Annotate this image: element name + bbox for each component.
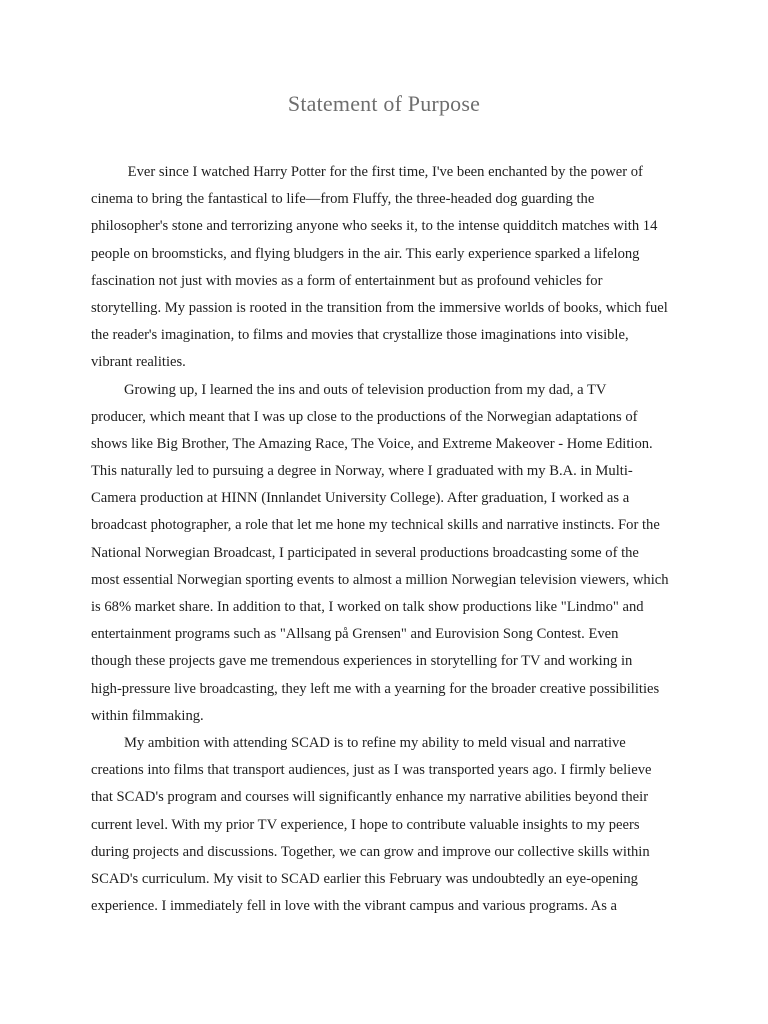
paragraph-line: cinema to bring the fantastical to life—from Fluffy, the three-headed dog guarding the — [91, 191, 595, 208]
paragraph-line: SCAD's curriculum. My visit to SCAD earlier this February was undoubtedly an eye-opening — [91, 870, 638, 887]
paragraph-line: Ever since I watched Harry Potter for the first time, I've been enchanted by the power of — [124, 164, 643, 180]
paragraph-line: most essential Norwegian sporting events to almost a million Norwegian television viewers, which — [91, 571, 669, 588]
paragraph-line: philosopher's stone and terrorizing anyone who seeks it, to the intense quidditch matches with 14 — [91, 218, 658, 235]
paragraph-line: fascination not just with movies as a form of entertainment but as profound vehicles for — [91, 272, 603, 289]
paragraph-line: broadcast photographer, a role that let me hone my technical skills and narrative instincts. For the — [91, 517, 660, 534]
paragraph-line: current level. With my prior TV experience, I hope to contribute valuable insights to my peers — [91, 816, 640, 833]
paragraph-line: that SCAD's program and courses will significantly enhance my narrative abilities beyond their — [91, 789, 649, 806]
paragraph-line: people on broomsticks, and flying bludgers in the air. This early experience sparked a lifelong — [91, 245, 640, 262]
paragraph-line: vibrant realities. — [91, 354, 186, 371]
document-body — [91, 159, 681, 920]
paragraph-line: high-pressure live broadcasting, they left me with a yearning for the broader creative possibilities — [91, 680, 660, 697]
paragraph-line: producer, which meant that I was up close to the productions of the Norwegian adaptations of — [91, 408, 638, 425]
paragraph-line: storytelling. My passion is rooted in the transition from the immersive worlds of books, which fuel — [91, 299, 668, 316]
paragraph-line: shows like Big Brother, The Amazing Race, The Voice, and Extreme Makeover - Home Edition. — [91, 435, 653, 452]
paragraph-line: though these projects gave me tremendous experiences in storytelling for TV and working in — [91, 653, 633, 670]
paragraph-line: is 68% market share. In addition to that, I worked on talk show productions like "Lindmo" and — [91, 599, 644, 615]
paragraph-line: Growing up, I learned the ins and outs of television production from my dad, a TV — [124, 381, 607, 398]
paragraph-line: National Norwegian Broadcast, I participated in several productions broadcasting some of the — [91, 544, 639, 561]
paragraph-line: within filmmaking. — [91, 707, 204, 724]
paragraph-line: during projects and discussions. Together, we can grow and improve our collective skills within — [91, 843, 650, 860]
paragraph-line: My ambition with attending SCAD is to refine my ability to meld visual and narrative — [124, 734, 626, 751]
paragraph-line: the reader's imagination, to films and movies that crystallize those imaginations into visible, — [91, 327, 629, 344]
paragraph-line: creations into films that transport audiences, just as I was transported years ago. I firmly believe — [91, 762, 652, 779]
paragraph-line: Camera production at HINN (Innlandet University College). After graduation, I worked as a — [91, 490, 630, 507]
paragraph-line: entertainment programs such as "Allsang på Grensen" and Eurovision Song Contest. Even — [91, 626, 619, 643]
paragraph-line: This naturally led to pursuing a degree in Norway, where I graduated with my B.A. in Multi- — [91, 463, 633, 480]
paragraph-line: experience. I immediately fell in love with the vibrant campus and various programs. As a — [91, 898, 618, 915]
page-title: Statement of Purpose — [287, 91, 481, 116]
